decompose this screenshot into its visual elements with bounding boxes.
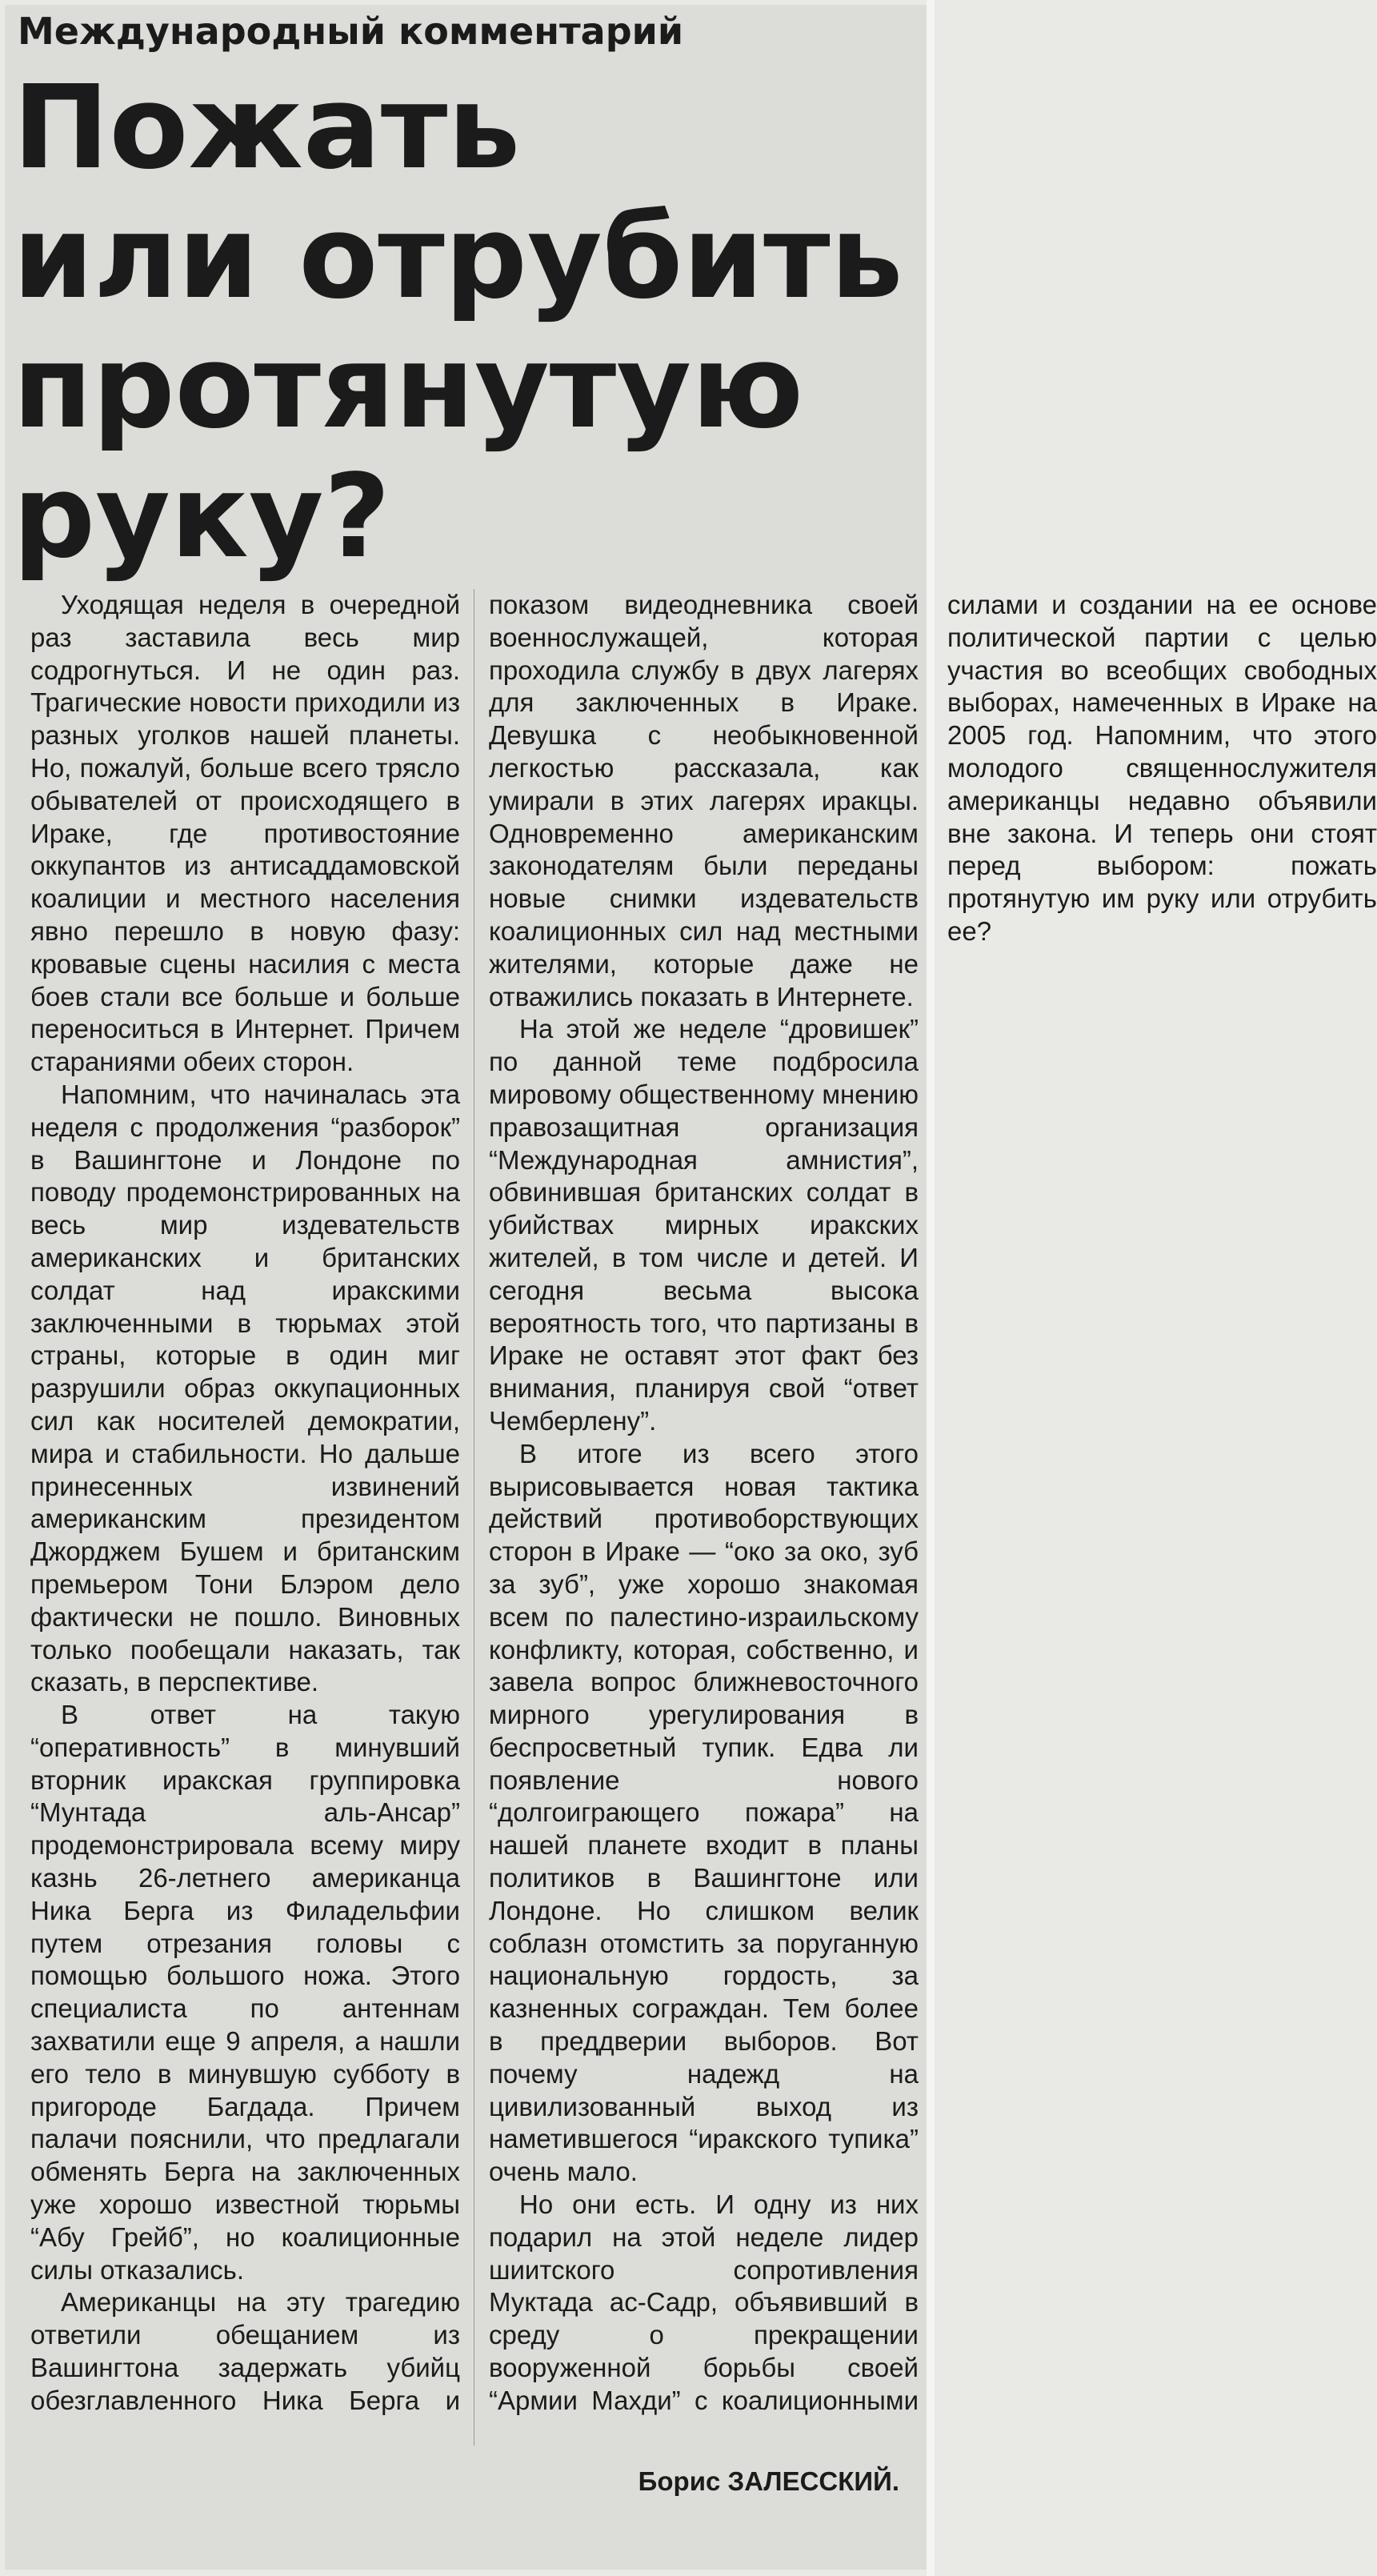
article-paragraph: Американцы на эту трагедию ответили обещанием из Вашингтона задержать убийц обезглавленного Ника Берга и показом видеодневника своей военнослужащей, которая проходила службу в двух лагерях для заключенных в Ираке. Девушка с необыкновенной легкостью рассказала, как умирали в этих лагерях иракцы. Одновременно американским законодателям были переданы новые снимки издевательств коалиционных сил над местными жителями, которые даже не отважились показать в Интернете.	[30, 590, 919, 2415]
headline-line-1: Пожать	[13, 60, 521, 194]
author-signature: Борис ЗАЛЕССКИЙ.	[638, 2466, 899, 2496]
newspaper-clipping	[5, 5, 1377, 2570]
headline-line-4: руку?	[13, 449, 391, 583]
headline-line-2: или отрубить	[13, 190, 903, 324]
article-body	[30, 589, 1377, 2446]
article-paragraph: В ответ на такую “оперативность” в минувший вторник иракская группировка “Мунтада аль-Ансар” продемонстрировала всему миру казнь 26-летнего американца Ника Берга из Филадельфии путем отрезания головы с помощью большого ножа. Этого специалиста по антеннам захватили еще 9 апреля, а нашли его тело в минувшую субботу в пригороде Багдада. Причем палачи пояснили, что предлагали обменять Берга на заключенных уже хорошо известной тюрьмы “Абу Грейб”, но коалиционные силы отказались.	[30, 1700, 460, 2285]
headline-line-3: протянутую	[13, 319, 804, 454]
page-edge	[927, 0, 935, 2576]
article-paragraph: Но они есть. И одну из них подарил на этой неделе лидер шиитского сопротивления Муктада ас-Садр, объявивший в среду о прекращении вооруженной борьбы своей “Армии Махди” с коалиционными силами и создании на ее основе политической партии с целью участия во всеобщих свободных выборах, намеченных в Ираке на 2005 год. Напомним, что этого молодого священнослужителя американцы недавно объявили вне закона. И теперь они стоят перед выбором: пожать протянутую им руку или отрубить ее?	[489, 590, 1377, 2415]
article-paragraph: Уходящая неделя в очередной раз заставила весь мир содрогнуться. И не один раз. Трагические новости приходили из разных уголков нашей планеты. Но, пожалуй, больше всего трясло обывателей от происходящего в Ираке, где противостояние оккупантов из антисаддамовской коалиции и местного населения явно перешло в новую фазу: кровавые сцены насилия с места боев стали все больше и больше переноситься в Интернет. Причем стараниями обеих сторон.	[30, 590, 460, 1077]
article-paragraph: На этой же неделе “дровишек” по данной теме подбросила мировому общественному мнению правозащитная организация “Международная амнистия”, обвинившая британских солдат в убийствах мирных иракских жителей, в том числе и детей. И сегодня весьма высока вероятность того, что партизаны в Ираке не оставят этот факт без внимания, планируя свой “ответ Чемберлену”.	[489, 1014, 919, 1436]
rubric-heading: Международный комментарий	[18, 10, 684, 53]
article-paragraph: В итоге из всего этого вырисовывается новая тактика действий противоборствующих сторон в Ираке — “око за око, зуб за зуб”, уже хорошо знакомая всем по палестино-израильскому конфликту, которая, собственно, и завела вопрос ближневосточного мирного урегулирования в беспросветный тупик. Едва ли появление нового “долгоиграющего пожара” на нашей планете входит в планы политиков в Вашингтоне или Лондоне. Но слишком велик соблазн отомстить за поруганную национальную гордость, за казненных сограждан. Тем более в преддверии выборов. Вот почему надежд на цивилизованный выход из наметившегося “иракского тупика” очень мало.	[489, 1438, 919, 2187]
article-paragraph: Напомним, что начиналась эта неделя с продолжения “разборок” в Вашингтоне и Лондоне по поводу продемонстрированных на весь мир издевательств американских и британских солдат над иракскими заключенными в тюрьмах этой страны, которые в один миг разрушили образ оккупационных сил как носителей демократии, мира и стабильности. Но дальше принесенных извинений американским президентом Джорджем Бушем и британским премьером Тони Блэром дело фактически не пошло. Виновных только пообещали наказать, так сказать, в перспективе.	[30, 1079, 460, 1697]
article-headline	[13, 60, 903, 583]
